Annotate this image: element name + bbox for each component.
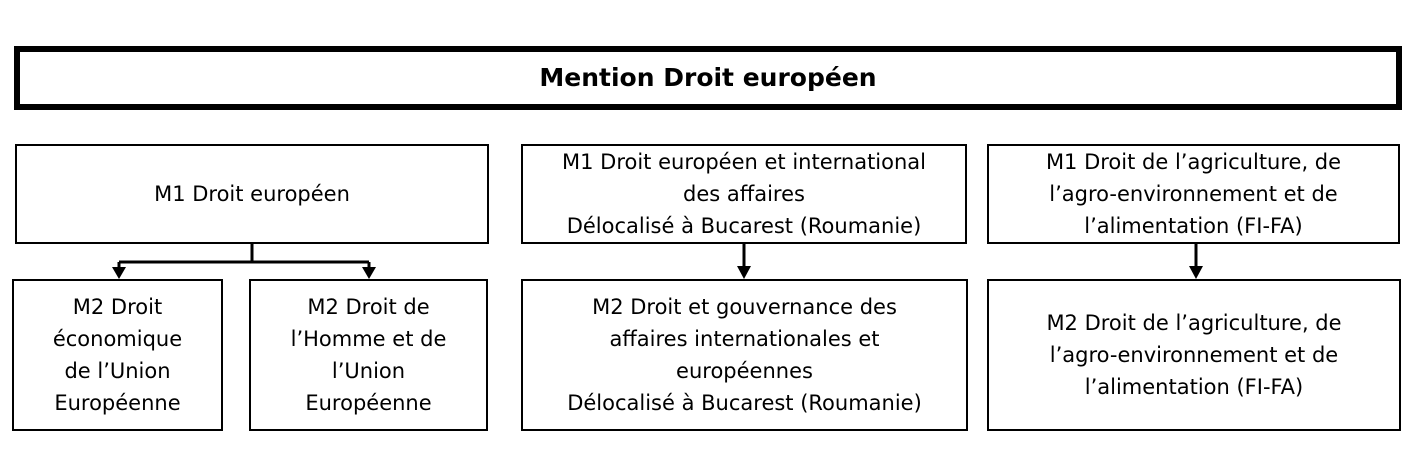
arrowhead-center-left [362, 267, 376, 279]
m1-international-label: M1 Droit européen et international des affaires Délocalisé à Bucarest (Roumanie) [562, 150, 926, 238]
m1-droit-europeen-label: M1 Droit européen [154, 182, 350, 206]
m2-economique-label: M2 Droit économique de l’Union Européenne [52, 295, 183, 415]
arrowhead-middle [737, 266, 751, 279]
m2-homme-label: M2 Droit de l’Homme et de l’Union Européenne [290, 295, 447, 415]
arrowhead-left [112, 267, 126, 279]
mention-title: Mention Droit européen [539, 63, 877, 92]
arrowhead-right [1189, 266, 1203, 279]
m2-agriculture-label: M2 Droit de l’agriculture, de l’agro-environnement et de l’alimentation (FI-FA) [1046, 311, 1342, 399]
m1-agriculture-label: M1 Droit de l’agriculture, de l’agro-environnement et de l’alimentation (FI-FA) [1045, 150, 1342, 238]
m2-gouvernance-label: M2 Droit et gouvernance des affaires internationales et européennes Délocalisé à Bucarest (Roumanie) [567, 295, 922, 415]
